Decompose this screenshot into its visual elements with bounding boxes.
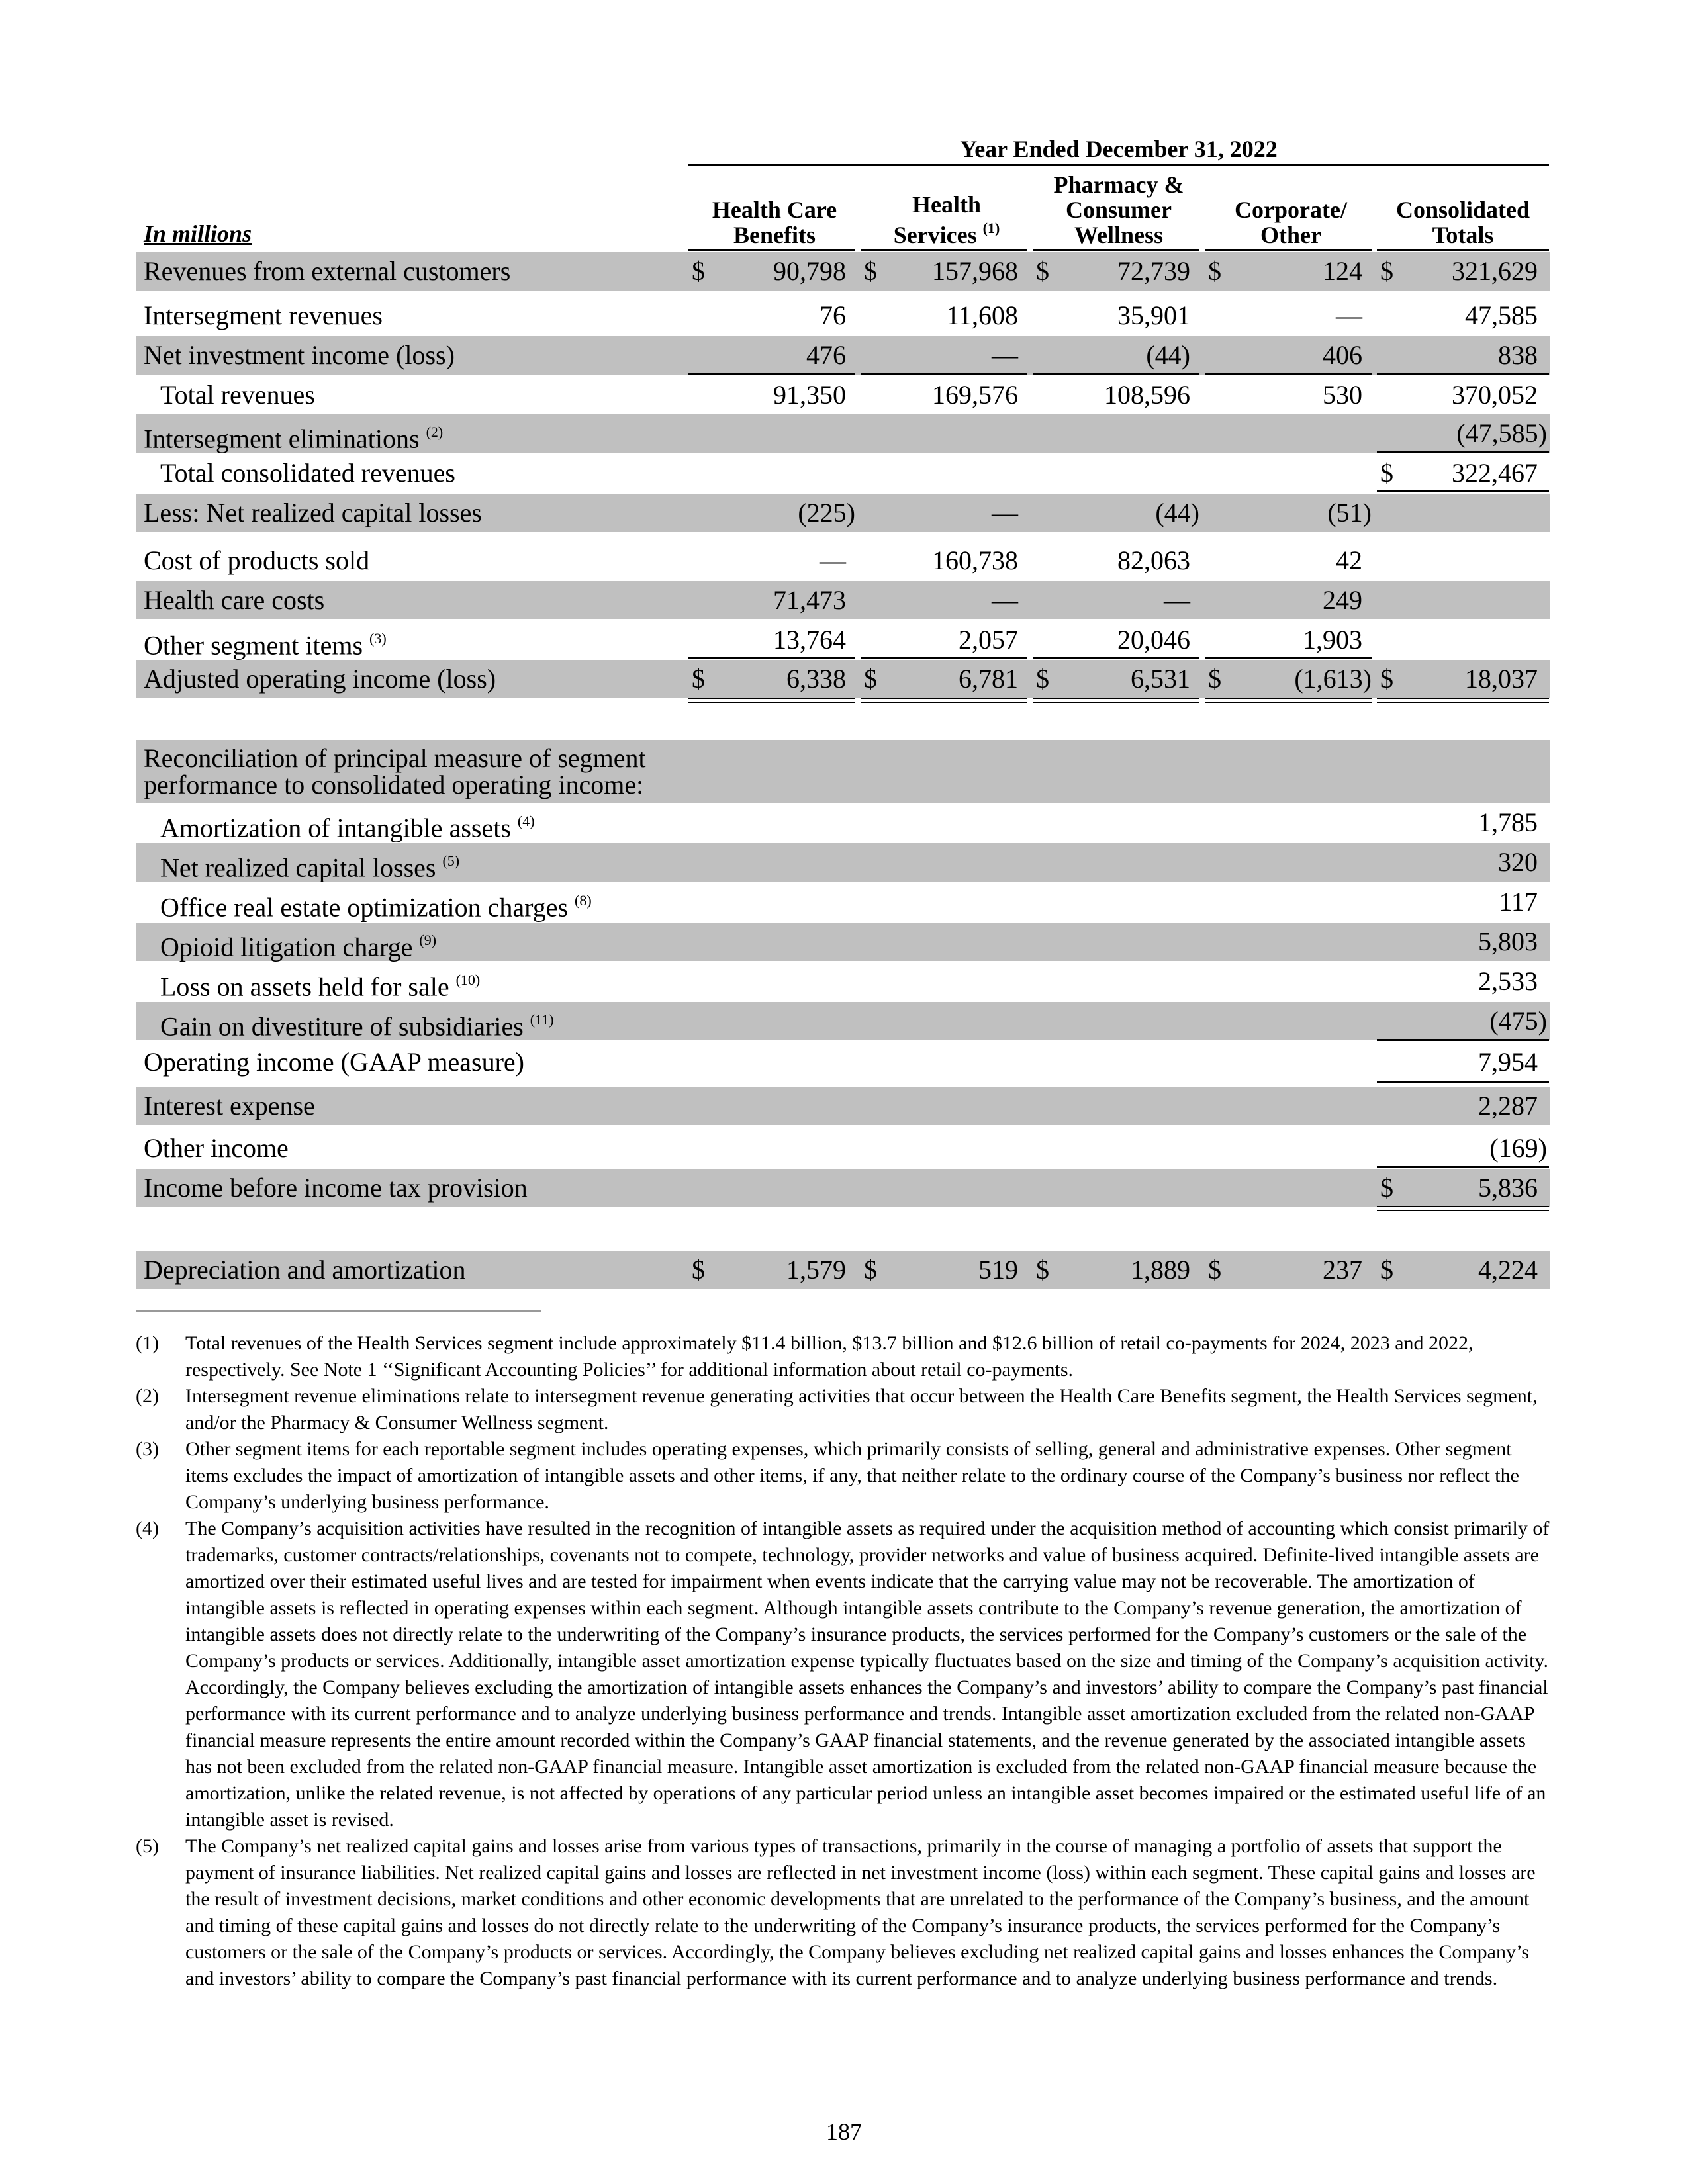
period-header: Year Ended December 31, 2022 [688,135,1549,166]
table-row: Depreciation and amortization $ 1,579 $ 519 $ 1,889 $ 237 $ 4,224 [136,1251,1550,1289]
table-row: Health care costs 71,473 — — 249 [136,581,1550,619]
table-row: Other segment items $^{(3)}$ 13,764 2,057 20,046 1,903 [144,625,1362,660]
table-row: Amortization of intangible assets $^{(4)}$ 1,785 [160,807,1538,843]
col-header-consolidated-totals: Consolidated Totals [1395,197,1530,248]
table-row: Net investment income (loss) 476 — (44) 406 838 [136,336,1550,375]
table-row: Interest expense 2,287 [136,1087,1550,1125]
col-header-health-services: Health Services $^{(1)}$ [893,191,1000,248]
table-row: Other income (169) [144,1133,1547,1163]
table-row: Office real estate optimization charges $^{(8)}$ 117 [160,887,1538,923]
table-row: Net realized capital losses $^{(5)}$ 320 [136,843,1550,882]
table-row: Adjusted operating income (loss) $ 6,338 $ 6,781 $ 6,531 $ (1,613) $ 18,037 [136,660,1550,698]
table-row: Income before income tax provision $ 5,836 [136,1169,1550,1207]
footnote: (2) Intersegment revenue eliminations relate to intersegment revenue generating activities that occur between the Health Care Benefits segment, the Health Services segment, and/or the Pharmacy & Consumer Wellness segment. [136,1385,1538,1433]
footnote: (4) The Company’s acquisition activities have resulted in the recognition of intangible assets as required under the acquisition method of accounting which consist primarily of trademarks, customer contracts/relationships, covenants not to compete, technology, provider networks and value of business acquired. Definite-lived intangible assets are amortized over their estimated useful lives and are tested for impairment when events indicate that the carrying value may not be recoverable. The amortization of intangible assets is reflected in operating expenses within each segment. Although intangible assets contribute to the Company’s revenue generation, the amortization of intangible assets does not directly relate to the underwriting of the Company’s insurance products, the services performed for the Company’s customers or the sale of the Company’s products or services. Additionally, intangible asset amortization expense typically fluctuates based on the size and timing of the Company’s acquisition activity. Accordingly, the Company believes excluding the amortization of intangible assets enhances the Company’s and investors’ ability to compare the Company’s past financial performance with its current performance and to analyze underlying business performance and trends. Intangible asset amortization excluded from the related non-GAAP financial measure represents the entire amount recorded within the Company’s GAAP financial statements, and the revenue generated by the associated intangible assets has not been excluded from the related non-GAAP financial measure. Intangible asset amortization is excluded from the related non-GAAP financial measure because the amortization, unlike the related revenue, is not affected by operations of any particular period unless an intangible asset becomes impaired or the estimated useful life of an intangible asset is revised. [136,1518,1550,1831]
table-row: Loss on assets held for sale $^{(10)}$ 2,533 [160,966,1538,1002]
footnote: (3) Other segment items for each reportable segment includes operating expenses, which primarily consists of selling, general and administrative expenses. Other segment items excludes the impact of amortization of intangible assets and other items, if any, that neither relate to the ordinary course of the Company’s business nor reflect the Company’s underlying business performance. [136,1438,1519,1513]
table-row: Operating income (GAAP measure) 7,954 [144,1047,1538,1077]
table-row: Gain on divestiture of subsidiaries $^{(11)}$ (475) [136,1002,1550,1040]
col-header-pharmacy-consumer-wellness: Pharmacy & Consumer Wellness [1053,171,1184,248]
footnote-separator [136,1310,541,1312]
table-row: Total revenues 91,350 169,576 108,596 530 370,052 [160,380,1538,410]
in-millions-label: In millions [144,220,252,247]
table-row: Opioid litigation charge $^{(9)}$ 5,803 [136,923,1550,961]
table-row: Intersegment revenues 76 11,608 35,901 — 47,585 [144,300,1538,330]
table-row: Total consolidated revenues $ 322,467 [160,458,1538,488]
footnote: (1) Total revenues of the Health Services segment include approximately $11.4 billion, $13.7 billion and $12.6 billion of retail co-payments for 2024, 2023 and 2022, respectively. See Note 1 ‘‘Significant Accounting Policies’’ for additional information about retail co-payments. [136,1332,1474,1381]
footnote: (5) The Company’s net realized capital gains and losses arise from various types of transactions, primarily in the course of managing a portfolio of assets that support the payment of insurance liabilities. Net realized capital gains and losses are reflected in net investment income (loss) within each segment. These capital gains and losses are the result of investment decisions, market conditions and other economic developments that are unrelated to the performance of the Company’s business, and the amount and timing of these capital gains and losses do not directly relate to the underwriting of the Company’s insurance products, the services performed for the Company’s customers or the sale of the Company’s products or services. Accordingly, the Company believes excluding net realized capital gains and losses enhances the Company’s and investors’ ability to compare the Company’s past financial performance with its current performance and to analyze underlying business performance and trends. [136,1835,1536,1989]
reconciliation-header: Reconciliation of principal measure of segment performance to consolidated operating income: [136,740,1550,803]
col-header-health-care-benefits: Health Care Benefits [712,197,837,248]
footnotes [136,1330,1550,1992]
table-row: Intersegment eliminations $^{(2)}$ (47,585) [136,414,1550,453]
table-row: Less: Net realized capital losses (225) — (44) (51) [136,494,1550,532]
page-number: 187 [826,2118,862,2145]
footnote-ref: (1) [982,220,1000,236]
table-row: Cost of products sold — 160,738 82,063 42 [144,545,1362,575]
col-header-corporate-other: Corporate/ Other [1235,197,1347,248]
table-row: Revenues from external customers $ 90,798 $ 157,968 $ 72,739 $ 124 $ 321,629 [136,252,1550,291]
